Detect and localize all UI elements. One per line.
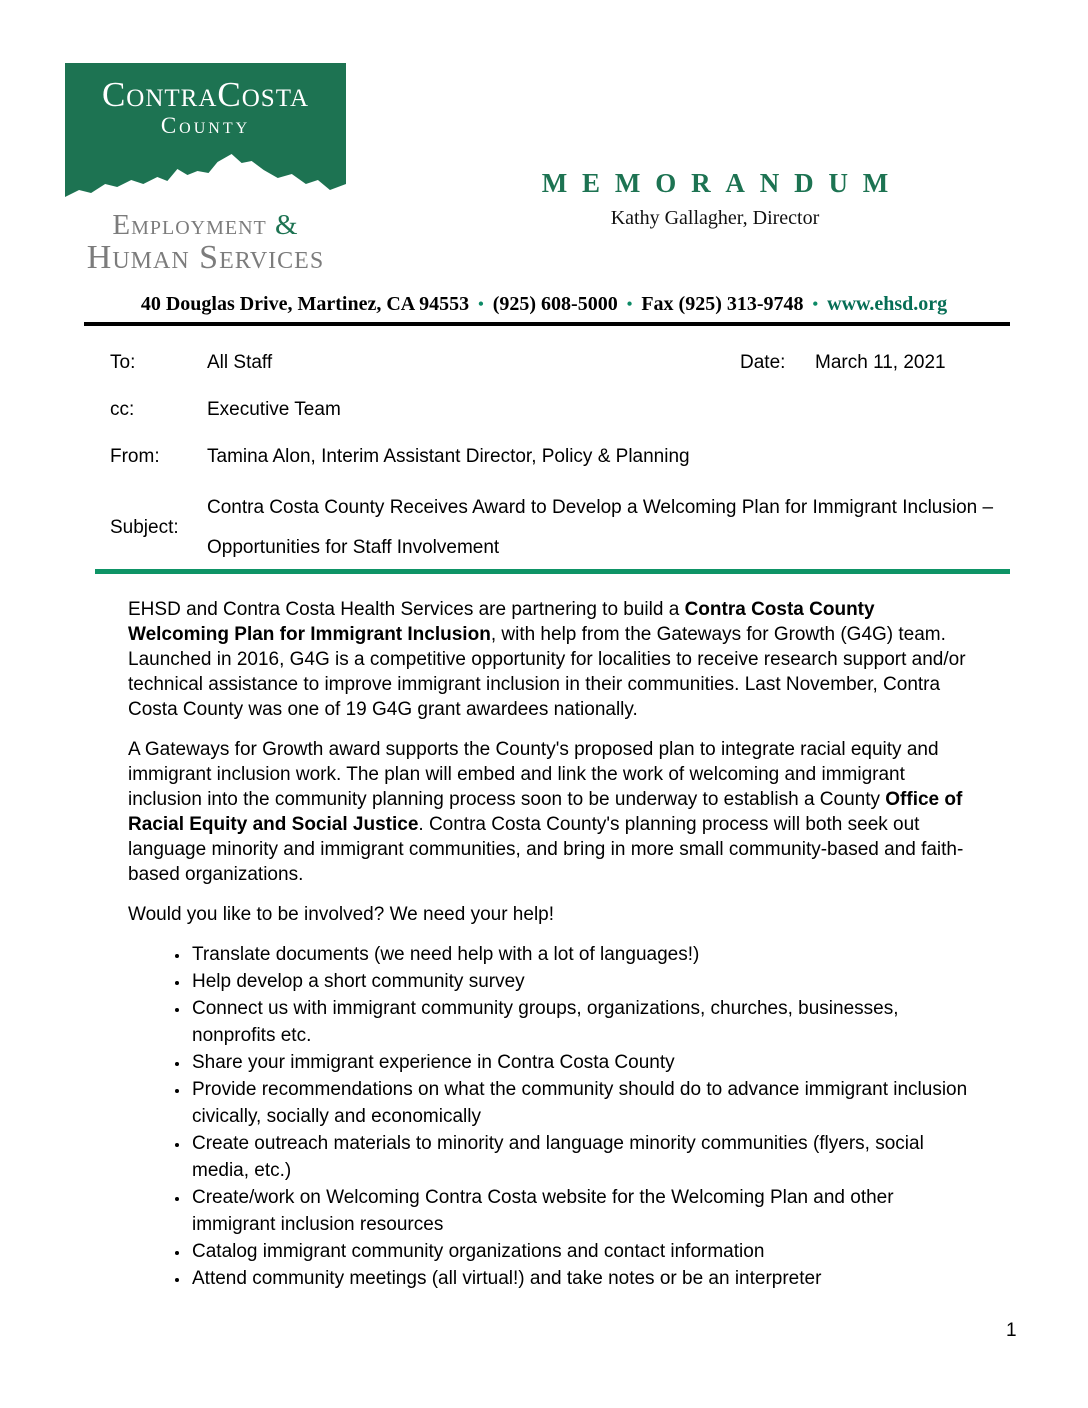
list-item: • Provide recommendations on what the community should do to advance immigrant inclusion civically, socially and economically bbox=[190, 1076, 970, 1130]
list-item: • Help develop a short community survey bbox=[190, 968, 970, 995]
date-label: Date: bbox=[740, 352, 786, 373]
list-item: • Connect us with immigrant community groups, organizations, churches, businesses, nonprofits etc. bbox=[190, 995, 970, 1049]
list-item: • Share your immigrant experience in Contra Costa County bbox=[190, 1049, 970, 1076]
from-label: From: bbox=[110, 446, 160, 467]
list-item: • Catalog immigrant community organizations and contact information bbox=[190, 1238, 970, 1265]
contact-bar bbox=[0, 293, 1088, 316]
p1-text: , with help from the Gateways for Growth (G4G) team. Launched in 2016, G4G is a competitive opportunity for localities to receive research support and/or technical assistance to improve immigrant inclusion in their communities. Last November, Contra Costa County was one of 19 G4G grant awardees nationally. bbox=[128, 624, 966, 720]
separator-dot: • bbox=[478, 296, 484, 313]
to-label: To: bbox=[110, 352, 136, 373]
list-item: • Attend community meetings (all virtual!) and take notes or be an interpreter bbox=[190, 1265, 970, 1292]
meta-row-from bbox=[110, 446, 1010, 468]
memorandum-title: MEMORANDUM bbox=[541, 168, 904, 198]
memo-title-block bbox=[470, 168, 960, 230]
meta-row-cc bbox=[110, 399, 1010, 421]
director-name: Kathy Gallagher, Director bbox=[610, 207, 820, 229]
date-value: March 11, 2021 bbox=[815, 352, 946, 373]
memo-body bbox=[128, 597, 970, 1292]
p2-bold: Office of Racial Equity and Social Justice bbox=[128, 789, 963, 835]
paragraph-3: Would you like to be involved? We need your help! bbox=[128, 904, 555, 925]
mountain-silhouette-icon bbox=[65, 153, 346, 205]
date-group bbox=[740, 352, 946, 374]
cc-value: Executive Team bbox=[207, 399, 341, 420]
logo-contracosta-text: ContraCosta bbox=[101, 75, 310, 114]
p2-text: A Gateways for Growth award supports the County's proposed plan to integrate racial equity and immigrant inclusion work. The plan will embed and link the work of welcoming and immigrant inclusion into the community planning process soon to be underway to establish a County bbox=[128, 739, 939, 810]
paragraph-1 bbox=[128, 597, 970, 722]
involvement-bullet-list bbox=[128, 941, 970, 1292]
county-logo-box bbox=[65, 63, 346, 205]
paragraph-2 bbox=[128, 737, 970, 887]
meta-row-to bbox=[110, 352, 1010, 374]
list-item: • Create/work on Welcoming Contra Costa website for the Welcoming Plan and other immigrant inclusion resources bbox=[190, 1184, 970, 1238]
website-link[interactable]: www.ehsd.org bbox=[827, 293, 948, 315]
separator-dot: • bbox=[812, 296, 819, 313]
department-name bbox=[65, 210, 346, 276]
list-item: • Translate documents (we need help with a lot of languages!) bbox=[190, 941, 970, 968]
cc-label: cc: bbox=[110, 399, 135, 420]
separator-dot: • bbox=[626, 296, 633, 313]
from-value: Tamina Alon, Interim Assistant Director, Policy & Planning bbox=[207, 446, 690, 467]
ehsd-logo bbox=[65, 63, 346, 276]
subject-label: Subject: bbox=[110, 517, 179, 538]
logo-county-text: County bbox=[160, 113, 251, 138]
employment-text: Employment bbox=[112, 209, 267, 241]
meta-row-subject bbox=[110, 488, 1010, 568]
to-value: All Staff bbox=[207, 352, 273, 373]
page-number: 1 bbox=[1006, 1320, 1017, 1341]
list-item: • Create outreach materials to minority and language minority communities (flyers, social media, etc.) bbox=[190, 1130, 970, 1184]
p1-bold: Contra Costa County Welcoming Plan for Immigrant Inclusion bbox=[128, 599, 875, 645]
address-text: 40 Douglas Drive, Martinez, CA 94553 bbox=[140, 293, 470, 315]
human-services-text: Human Services bbox=[86, 239, 325, 276]
department-line1 bbox=[65, 210, 346, 240]
fax-text: Fax (925) 313-9748 bbox=[641, 293, 804, 315]
subject-value: Contra Costa County Receives Award to Develop a Welcoming Plan for Immigrant Inclusion – Opportunities for Staff Involvement bbox=[207, 497, 994, 558]
subject-divider-line bbox=[95, 569, 1010, 574]
ampersand-text: & bbox=[275, 209, 299, 241]
p2-text: . Contra Costa County's planning process will both seek out language minority and immigrant communities, and bring in more small community-based and faith-based organizations. bbox=[128, 814, 964, 885]
phone-text: (925) 608-5000 bbox=[492, 293, 618, 315]
header-divider-line bbox=[84, 322, 1010, 326]
p1-text: EHSD and Contra Costa Health Services are partnering to build a bbox=[128, 599, 685, 620]
